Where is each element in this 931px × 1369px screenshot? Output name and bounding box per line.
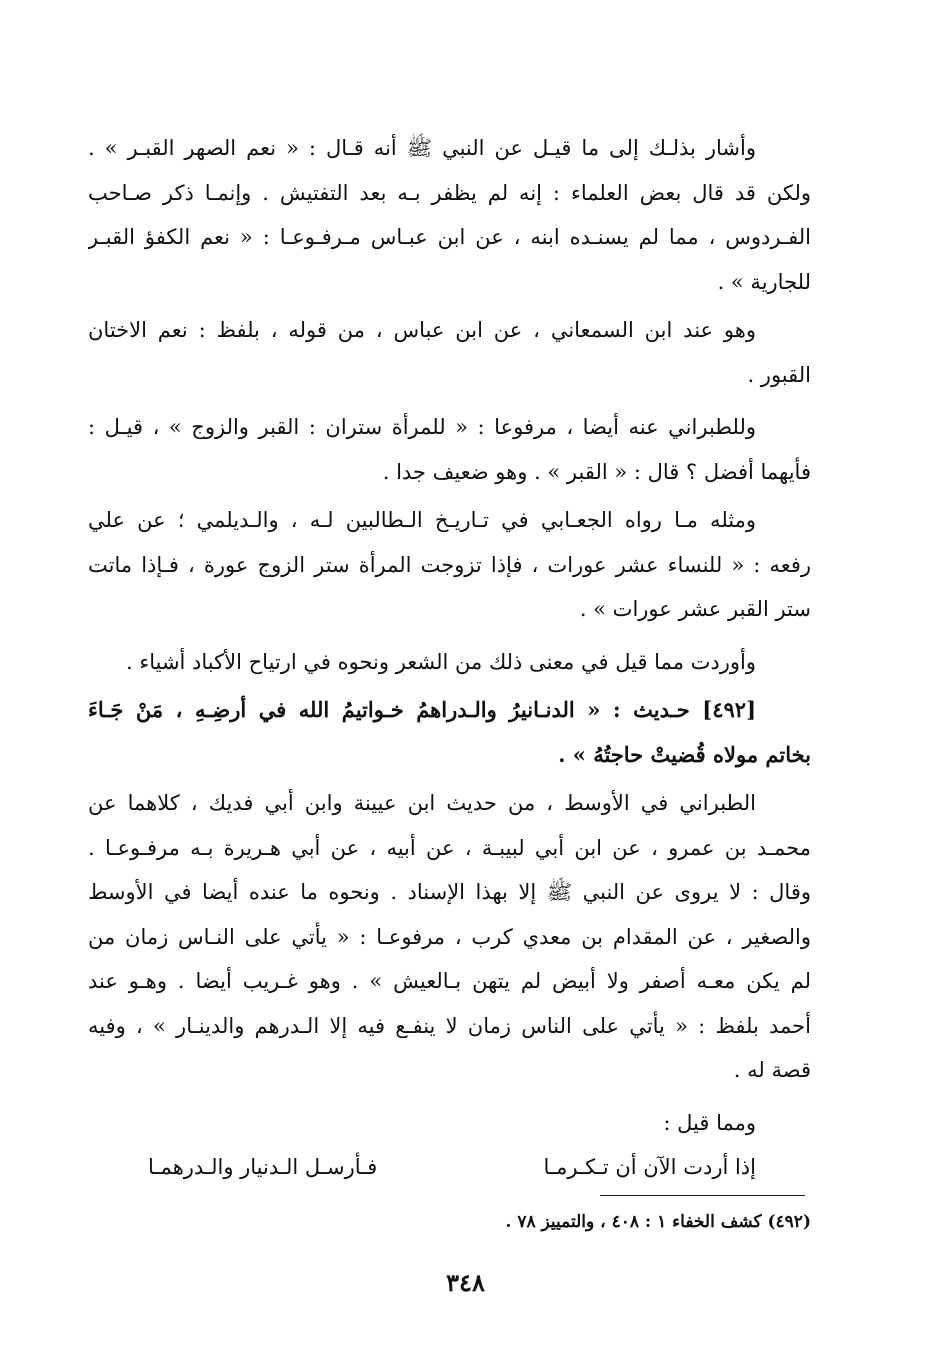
text-line: وأشار بذلـك إلى ما قيـل عن النبي ﷺ أنه قـال : « نعم الصهر القبـر » . [88, 136, 756, 160]
footnote: (٤٩٢) كشف الخفاء ١ : ٤٠٨ ، والتمييز ٧٨ . [505, 1212, 811, 1232]
hadith-heading-line: بخاتم مولاه قُضيتْ حاجتُهُ » . [558, 741, 811, 767]
body-text [88, 126, 811, 1190]
hadith-heading-line: [٤٩٢] حـديث : « الدنـانيرُ والـدراهمُ خـواتيمُ الله في أرضِـهِ ، مَنْ جَـاءَ [88, 697, 756, 722]
text-line: الفـردوس ، مما لم يسنـده ابنه ، عن ابن عبـاس مـرفـوعـا : « نعم الكفؤ القبـر [88, 225, 811, 249]
page-number: ٣٤٨ [446, 1268, 485, 1297]
verse-intro: ومما قيل : [663, 1110, 756, 1135]
text-line: لم يكن معـه أصفر ولا أبيض لم يتهن بـالعيش » . وهو غـريب أيضا . وهـو عند [88, 969, 811, 993]
text-line: للجارية » . [717, 269, 811, 294]
text-line: قصة له . [733, 1058, 811, 1082]
text-line: والصغير ، عن المقدام بن معدي كرب ، مرفوعـا : « يأتي على النـاس زمان من [88, 924, 811, 949]
footnote-separator [600, 1195, 805, 1196]
text-line: محمـد بن عمرو ، عن ابن أبي لبيبـة ، عن أبيه ، عن أبي هـريرة بـه مرفـوعـا . [88, 835, 811, 860]
text-line: ومثله مـا رواه الجعـابي في تـاريـخ الـطالبين لـه ، والـديلمي ؛ عن علي [88, 508, 756, 532]
verse-left-hemistich: فـأرسـل الـدنيار والـدرهمـا [148, 1155, 378, 1179]
text-line: ولكن قد قال بعض العلماء : إنه لم يظفر بـه بعد التفتيش . وإنمـا ذكر صـاحب [88, 180, 811, 205]
text-line: رفعه : « للنساء عشر عورات ، فإذا تزوجت المرأة ستر الزوج عورة ، فـإذا ماتت [88, 552, 811, 577]
text-line: الطبراني في الأوسط ، من حديث ابن عيينة وابن أبي فديك ، كلاهما عن [88, 791, 756, 815]
verse-line [88, 1145, 811, 1190]
text-line: القبور . [747, 362, 811, 387]
text-line: وللطبراني عنه أيضا ، مرفوعا : « للمرأة ستران : القبر والزوج » ، قيـل : [88, 415, 756, 439]
text-line: وهو عند ابن السمعاني ، عن ابن عباس ، من قوله ، بلفظ : نعم الاختان [88, 318, 756, 342]
text-line: فأيهما أفضل ؟ قال : « القبر » . وهو ضعيف جدا . [382, 459, 811, 484]
text-line: وأوردت مما قيل في معنى ذلك من الشعر ونحوه في ارتياح الأكباد أشياء . [125, 649, 756, 674]
verse-right-hemistich: إذا أردت الآن أن تـكـرمـا [543, 1155, 756, 1179]
text-line: ستر القبر عشر عورات » . [579, 597, 811, 621]
text-line: أحمد بلفظ : « يأتي على الناس زمان لا ينفـع فيه إلا الـدرهم والدينـار » ، وفيه [88, 1013, 811, 1038]
text-line: وقال : لا يروى عن النبي ﷺ إلا بهذا الإسناد . ونحوه ما عنده أيضا في الأوسط [88, 880, 811, 904]
